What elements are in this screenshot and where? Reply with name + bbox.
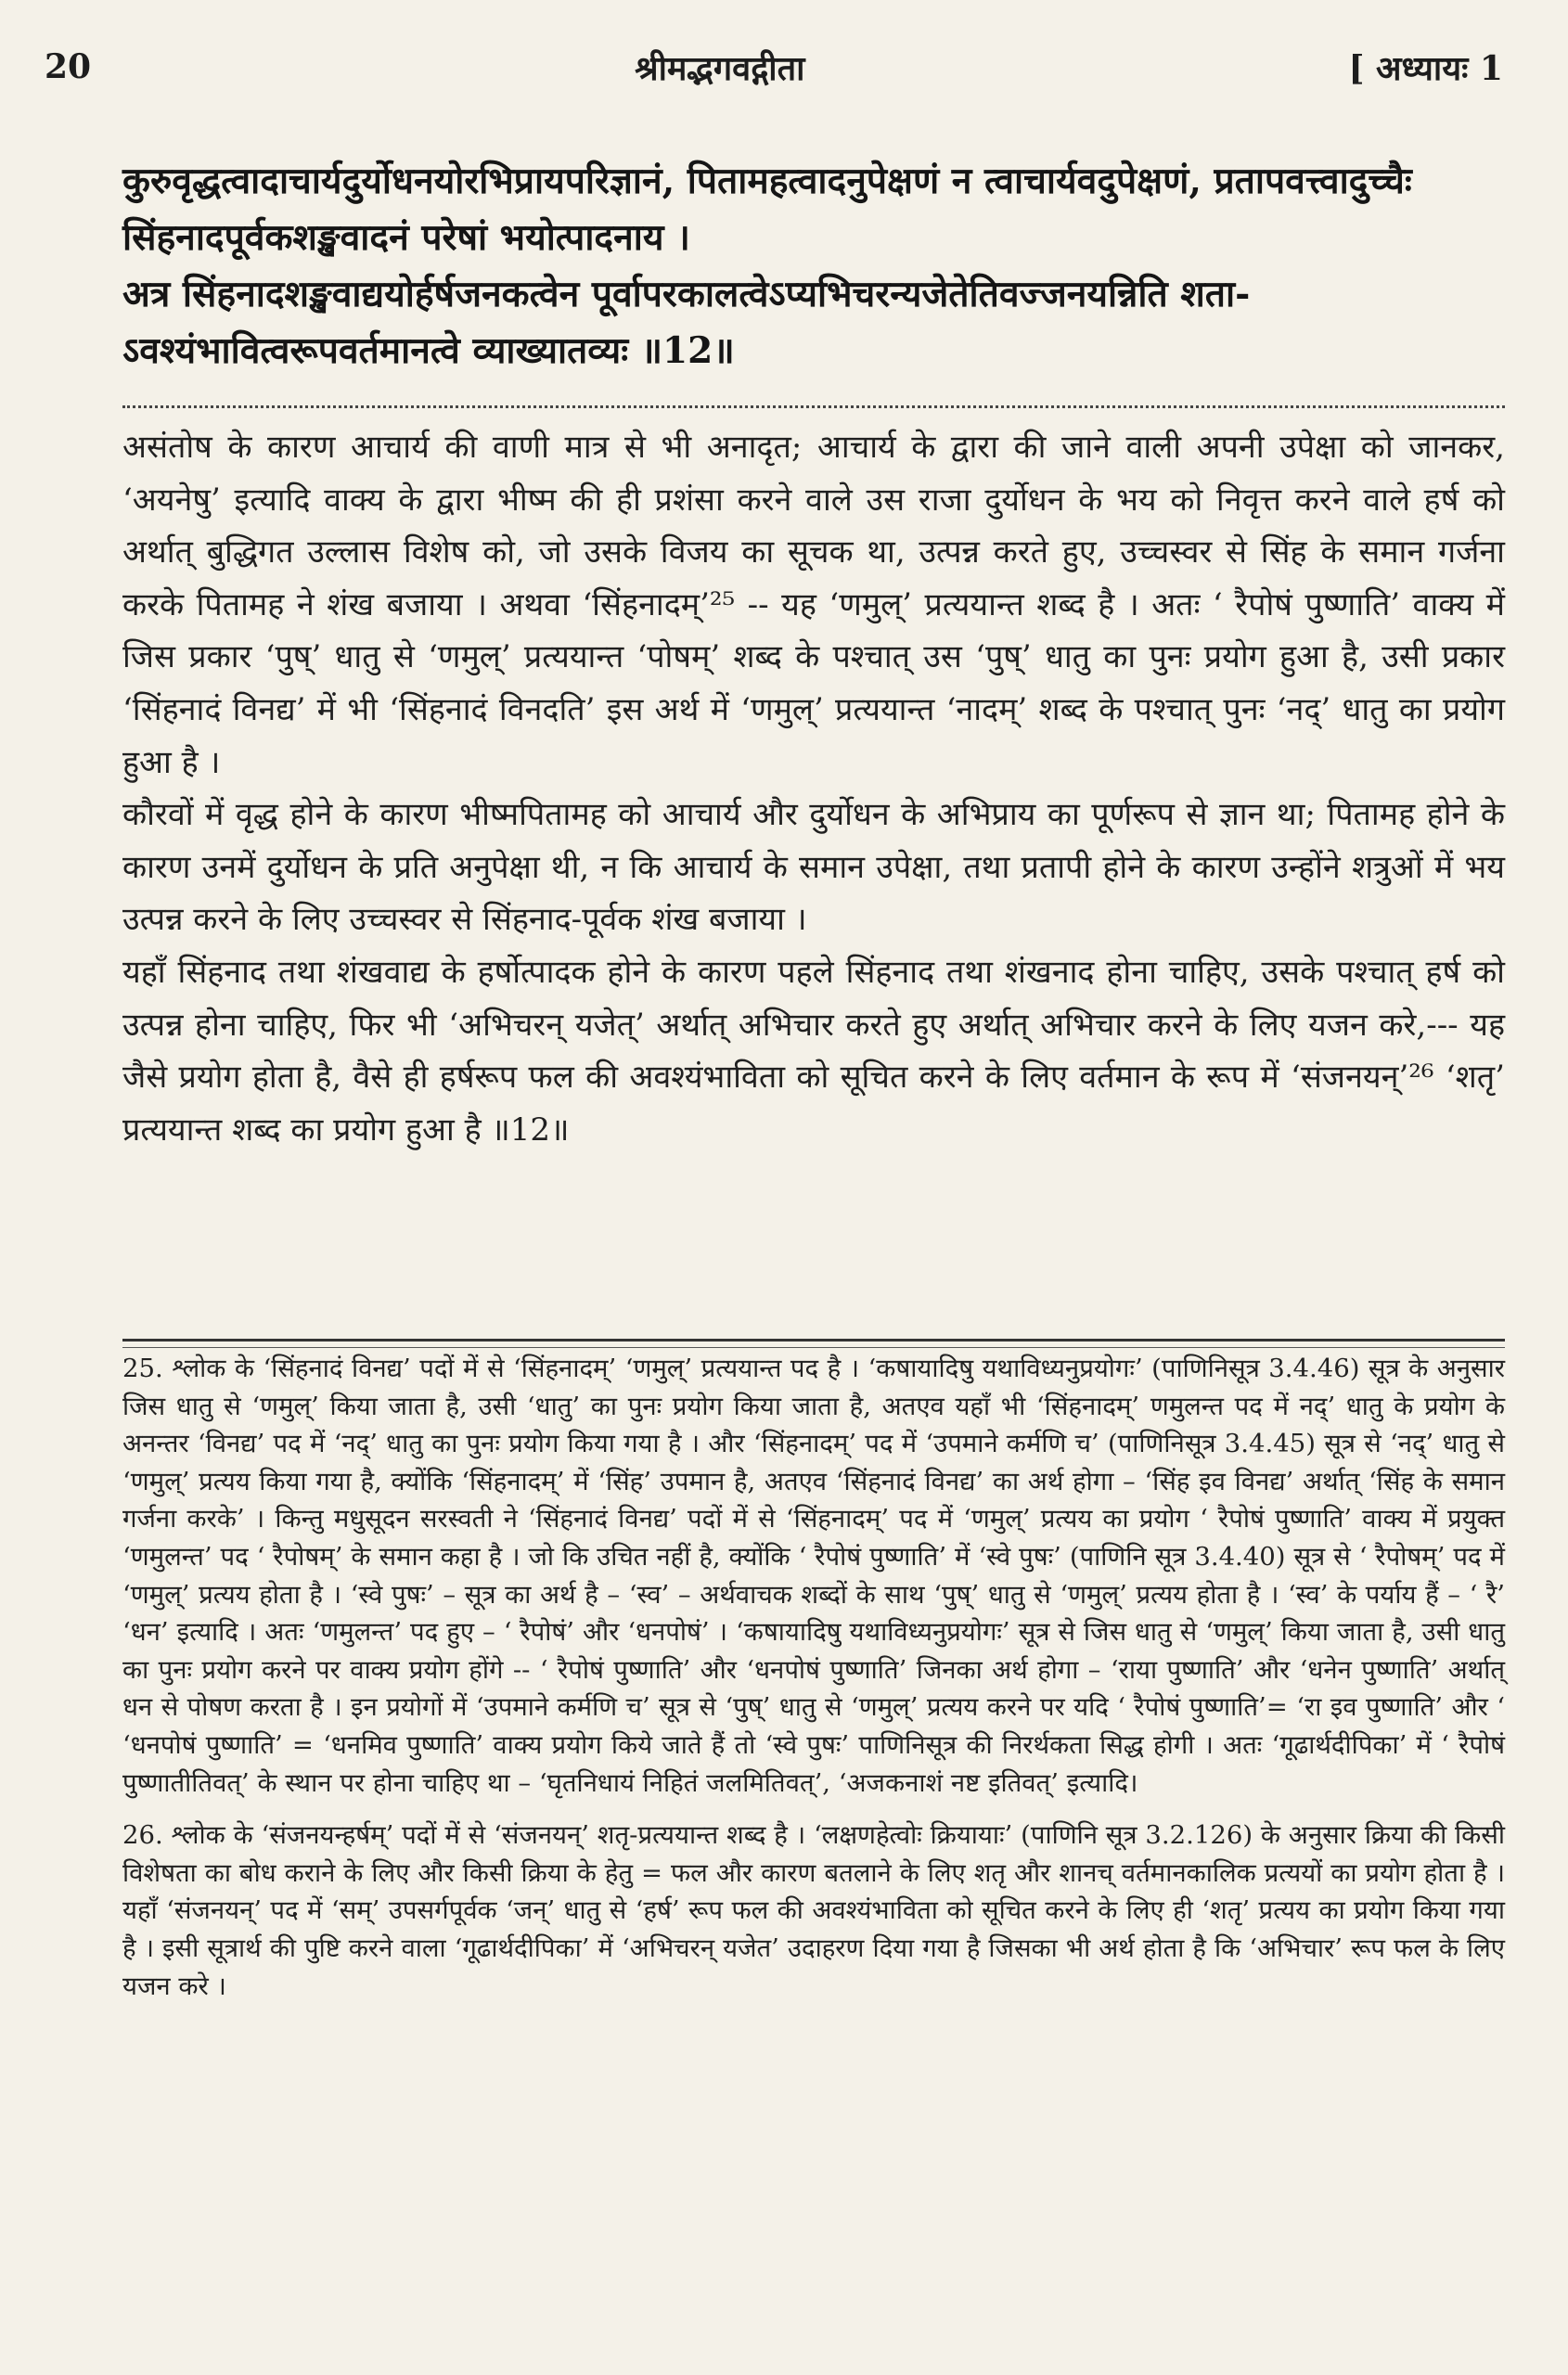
chapter-label: [ अध्यायः 1 [1348,48,1503,88]
book-title: श्रीमद्भगवद्गीता [635,48,805,88]
dotted-divider [122,405,1505,408]
footnote-26: 26. श्लोक के ‘संजनयन्हर्षम्’ पदों में से ‘संजनयन्’ शतृ-प्रत्ययान्त शब्द है । ‘लक्षणहेत्वोः क्रियायाः’ (पाणिनि सूत्र 3.2.126) के अनुसार क्रिया की किसी विशेषता का बोध कराने के लिए और किसी क्रिया के हेतु = फल और कारण बतलाने के लिए शतृ और शानच् वर्तमानकालिक प्रत्ययों का प्रयोग होता है । यहाँ ‘संजनयन्’ पद में ‘सम्’ उपसर्गपूर्वक ‘जन्’ धातु से ‘हर्ष’ रूप फल की अवश्यंभाविता को सूचित करने के लिए ही ‘शतृ’ प्रत्यय का प्रयोग किया गया है । इसी सूत्रार्थ की पुष्टि करने वाला ‘गूढार्थदीपिका’ में ‘अभिचरन् यजेत’ उदाहरण दिया गया है जिसका भी अर्थ होता है कि ‘अभिचार’ रूप फल के लिए यजन करे । [122,1820,1505,2001]
page-number: 20 [45,47,92,86]
page-header [45,39,1503,95]
sanskrit-commentary [122,153,1505,379]
footnotes [122,1350,1505,2005]
hindi-paragraph-2: कौरवों में वृद्ध होने के कारण भीष्मपितामह को आचार्य और दुर्योधन के अभिप्राय का पूर्णरूप से ज्ञान था; पितामह होने के कारण उनमें दुर्योधन के प्रति अनुपेक्षा थी, न कि आचार्य के समान उपेक्षा, तथा प्रतापी होने के कारण उन्होंने शत्रुओं में भय उत्पन्न करने के लिए उच्चस्वर से सिंहनाद-पूर्वक शंख बजाया । [122,796,1505,939]
hindi-paragraph-3: यहाँ सिंहनाद तथा शंखवाद्य के हर्षोत्पादक होने के कारण पहले सिंहनाद तथा शंखनाद होना चाहिए, उसके पश्चात् हर्ष को उत्पन्न होना चाहिए, फिर भी ‘अभिचरन् यजेत्’ अर्थात् अभिचार करते हुए अर्थात् अभिचार करने के लिए यजन करे,--- यह जैसे प्रयोग होता है, वैसे ही हर्षरूप फल की अवश्यंभाविता को सूचित करने के लिए वर्तमान के रूप में ‘संजनयन्’²⁶ ‘शतृ’ प्रत्ययान्त शब्द का प्रयोग हुआ है ॥12॥ [122,953,1505,1149]
hindi-paragraph-1: असंतोष के कारण आचार्य की वाणी मात्र से भी अनादृत; आचार्य के द्वारा की जाने वाली अपनी उपेक्षा को जानकर, ‘अयनेषु’ इत्यादि वाक्य के द्वारा भीष्म की ही प्रशंसा करने वाले उस राजा दुर्योधन के भय को निवृत्त करने वाले हर्ष को अर्थात् बुद्धिगत उल्लास विशेष को, जो उसके विजय का सूचक था, उत्पन्न करते हुए, उच्चस्वर से सिंह के समान गर्जना करके पितामह ने शंख बजाया । अथवा ‘सिंहनादम्’²⁵ -- यह ‘णमुल्’ प्रत्ययान्त शब्द है । अतः ‘ रैपोषं पुष्णाति’ वाक्य में जिस प्रकार ‘पुष्’ धातु से ‘णमुल्’ प्रत्ययान्त ‘पोषम्’ शब्द के पश्चात् उस ‘पुष्’ धातु का पुनः प्रयोग हुआ है, उसी प्रकार ‘सिंहनादं विनद्य’ में भी ‘सिंहनादं विनदति’ इस अर्थ में ‘णमुल्’ प्रत्ययान्त ‘नादम्’ शब्द के पश्चात् पुनः ‘नद्’ धातु का प्रयोग हुआ है । [122,429,1505,781]
sanskrit-paragraph-2: अत्र सिंहनादशङ्खवाद्ययोर्हर्षजनकत्वेन पूर्वापरकालत्वेऽप्यभिचरन्यजेतेतिवज्जनयन्निति शता-ऽवश्यंभावित्वरूपवर्तमानत्वे व्याख्यातव्यः ॥12॥ [122,273,1251,372]
sanskrit-paragraph-1: कुरुवृद्धत्वादाचार्यदुर्योधनयोरभिप्रायपरिज्ञानं, पितामहत्वादनुपेक्षणं न त्वाचार्यवदुपेक्षणं, प्रतापवत्त्वादुच्चैः सिंहनादपूर्वकशङ्खवादनं परेषां भयोत्पादनाय । [122,160,1412,259]
footnote-25: 25. श्लोक के ‘सिंहनादं विनद्य’ पदों में से ‘सिंहनादम्’ ‘णमुल्’ प्रत्ययान्त पद है । ‘कषायादिषु यथाविध्यनुप्रयोगः’ (पाणिनिसूत्र 3.4.46) सूत्र के अनुसार जिस धातु से ‘णमुल्’ किया जाता है, उसी ‘धातु’ का पुनः प्रयोग किया जाता है, अतएव यहाँ भी ‘सिंहनादम्’ णमुलन्त पद में नद्’ धातु के प्रयोग के अनन्तर ‘विनद्य’ पद में ‘नद्’ धातु का पुनः प्रयोग किया गया है । और ‘सिंहनादम्’ पद में ‘उपमाने कर्मणि च’ (पाणिनिसूत्र 3.4.45) सूत्र से ‘नद्’ धातु से ‘णमुल्’ प्रत्यय किया गया है, क्योंकि ‘सिंहनादम्’ में ‘सिंह’ उपमान है, अतएव ‘सिंहनादं विनद्य’ का अर्थ होगा – ‘सिंह इव विनद्य’ अर्थात् ‘सिंह के समान गर्जना करके’ । किन्तु मधुसूदन सरस्वती ने ‘सिंहनादं विनद्य’ पदों में से ‘सिंहनादम्’ पद में ‘णमुल्’ प्रत्यय का प्रयोग ‘ रैपोषं पुष्णाति’ वाक्य में प्रयुक्त ‘णमुलन्त’ पद ‘ रैपोषम्’ के समान कहा है । जो कि उचित नहीं है, क्योंकि ‘ रैपोषं पुष्णाति’ में ‘स्वे पुषः’ (पाणिनि सूत्र 3.4.40) सूत्र से ‘ रैपोषम्’ पद में ‘णमुल्’ प्रत्यय होता है । ‘स्वे पुषः’ – सूत्र का अर्थ है – ‘स्व’ – अर्थवाचक शब्दों के साथ ‘पुष्’ धातु से ‘णमुल्’ प्रत्यय होता है । ‘स्व’ के पर्याय हैं – ‘ रै’ ‘धन’ इत्यादि । अतः ‘णमुलन्त’ पद हुए – ‘ रैपोषं’ और ‘धनपोषं’ । ‘कषायादिषु यथाविध्यनुप्रयोगः’ सूत्र से जिस धातु से ‘णमुल्’ किया जाता है, उसी धातु का पुनः प्रयोग करने पर वाक्य प्रयोग होंगे -- ‘ रैपोषं पुष्णाति’ और ‘धनपोषं पुष्णाति’ जिनका अर्थ होगा – ‘राया पुष्णाति’ और ‘धनेन पुष्णाति’ अर्थात् धन से पोषण करता है । इन प्रयोगों में ‘उपमाने कर्मणि च’ सूत्र से ‘पुष्’ धातु से ‘णमुल्’ प्रत्यय करने पर यदि ‘ रैपोषं पुष्णाति’= ‘रा इव पुष्णाति’ और ‘ ‘धनपोषं पुष्णाति’ = ‘धनमिव पुष्णाति’ वाक्य प्रयोग किये जाते हैं तो ‘स्वे पुषः’ पाणिनिसूत्र की निरर्थकता सिद्ध होगी । अतः ‘गूढार्थदीपिका’ में ‘ रैपोषं पुष्णातीतिवत्’ के स्थान पर होना चाहिए था – ‘घृतनिधायं निहितं जलमितिवत्’, ‘अजकनाशं नष्ट इतिवत्’ इत्यादि। [122,1354,1505,1798]
footnote-divider [122,1339,1505,1342]
hindi-translation [122,421,1505,1156]
footnote-divider-thin [122,1347,1505,1348]
